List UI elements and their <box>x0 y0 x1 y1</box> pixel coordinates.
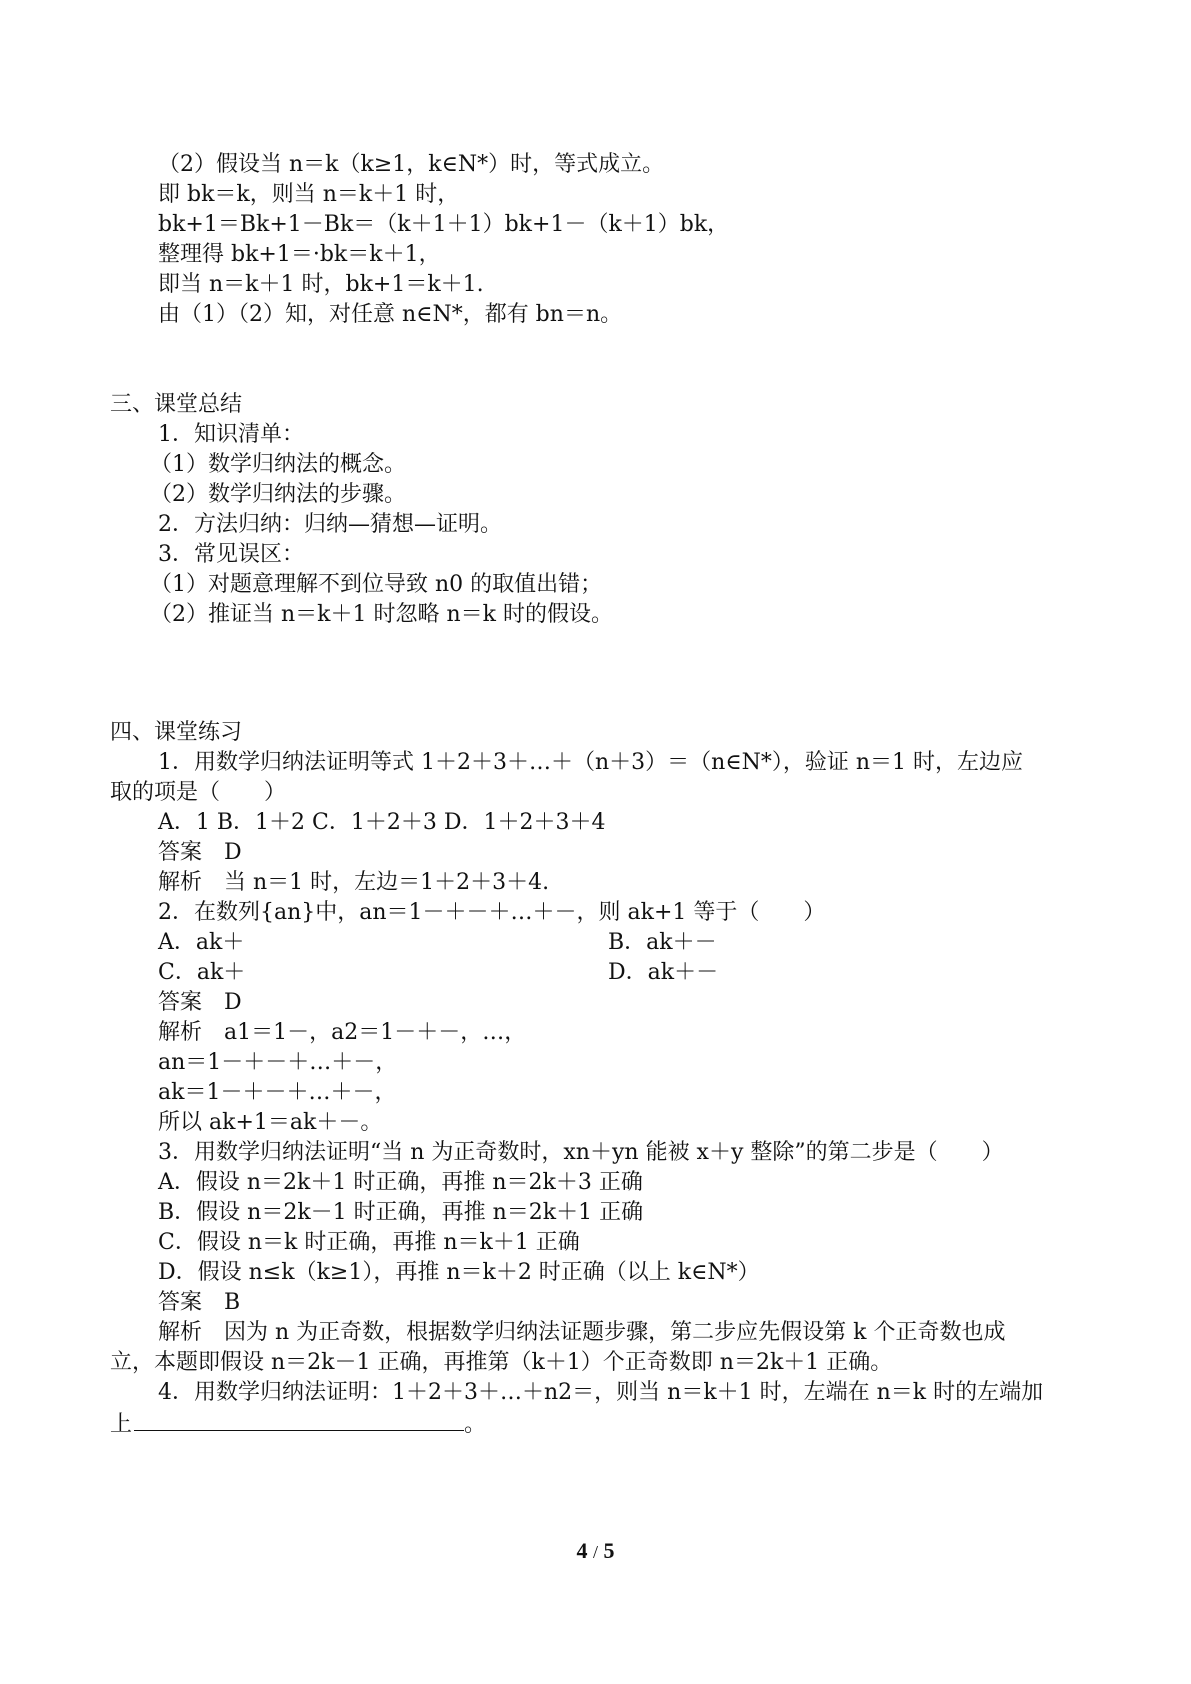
question-2-explanation-3: ak＝1－＋－＋…＋－， <box>158 1080 397 1105</box>
question-4-line-2 <box>110 1408 486 1440</box>
proof-line-3: bk+1＝Bk+1－Bk＝（k＋1＋1）bk+1－（k＋1）bk， <box>158 212 730 237</box>
question-3-option-c: C．假设 n＝k 时正确，再推 n＝k＋1 正确 <box>158 1230 580 1255</box>
question-2-options-row-1 <box>158 928 858 958</box>
proof-line-2: 即 bk＝k，则当 n＝k＋1 时， <box>158 182 460 207</box>
question-2: 2．在数列{an}中，an＝1－＋－＋…＋－，则 ak+1 等于（ ） <box>158 900 826 925</box>
option-c: C．ak＋ <box>158 960 246 985</box>
question-1-explanation: 解析 当 n＝1 时，左边＝1＋2＋3＋4. <box>158 870 550 895</box>
summary-line-3: （2）数学归纳法的步骤。 <box>150 482 406 507</box>
option-d: D．ak＋－ <box>608 960 719 985</box>
summary-heading: 三、课堂总结 <box>110 392 243 417</box>
practice-heading: 四、课堂练习 <box>110 720 243 745</box>
question-1-answer: 答案 D <box>158 840 242 865</box>
question-2-answer: 答案 D <box>158 990 242 1015</box>
option-a: A．ak＋ <box>158 930 245 955</box>
total-pages: 5 <box>603 1538 615 1563</box>
proof-line-6: 由（1）（2）知，对任意 n∈N*，都有 bn＝n。 <box>158 302 623 327</box>
question-3-option-d: D．假设 n≤k（k≥1），再推 n＝k＋2 时正确（以上 k∈N*） <box>158 1260 760 1285</box>
question-3-explanation-1: 解析 因为 n 为正奇数，根据数学归纳法证题步骤，第二步应先假设第 k 个正奇数也成 <box>158 1320 1006 1345</box>
current-page: 4 <box>576 1538 588 1563</box>
proof-line-5: 即当 n＝k＋1 时，bk+1＝k＋1. <box>158 272 484 297</box>
question-3: 3．用数学归纳法证明“当 n 为正奇数时，xn＋yn 能被 x＋y 整除”的第二步是（ ） <box>158 1140 1004 1165</box>
question-3-option-b: B．假设 n＝2k－1 时正确，再推 n＝2k＋1 正确 <box>158 1200 644 1225</box>
question-4-suffix: 。 <box>464 1412 487 1437</box>
option-b: B．ak＋－ <box>608 930 717 955</box>
question-2-options-row-2 <box>158 958 858 988</box>
question-2-explanation-1: 解析 a1＝1－，a2＝1－＋－，…， <box>158 1020 527 1045</box>
question-3-explanation-2: 立，本题即假设 n＝2k－1 正确，再推第（k＋1）个正奇数即 n＝2k＋1 正确。 <box>110 1350 893 1375</box>
question-4-prefix: 上 <box>110 1412 133 1437</box>
answer-blank[interactable] <box>134 1408 464 1431</box>
summary-line-2: （1）数学归纳法的概念。 <box>150 452 406 477</box>
question-1-line-1: 1．用数学归纳法证明等式 1＋2＋3＋…＋（n＋3）＝（n∈N*），验证 n＝1 时，左边应 <box>158 750 1024 775</box>
page-number <box>0 1538 1191 1564</box>
summary-line-5: 3．常见误区： <box>158 542 304 567</box>
page-separator: / <box>592 1542 598 1562</box>
question-2-explanation-4: 所以 ak+1＝ak＋－。 <box>158 1110 383 1135</box>
question-3-answer: 答案 B <box>158 1290 241 1315</box>
summary-line-7: （2）推证当 n＝k＋1 时忽略 n＝k 时的假设。 <box>150 602 613 627</box>
proof-line-4: 整理得 bk+1＝·bk＝k＋1， <box>158 242 441 267</box>
question-3-option-a: A．假设 n＝2k＋1 时正确，再推 n＝2k＋3 正确 <box>158 1170 643 1195</box>
question-1-line-2: 取的项是（ ） <box>110 780 287 805</box>
question-2-explanation-2: an＝1－＋－＋…＋－， <box>158 1050 398 1075</box>
summary-line-6: （1）对题意理解不到位导致 n0 的取值出错； <box>150 572 603 597</box>
summary-line-1: 1．知识清单： <box>158 422 304 447</box>
summary-line-4: 2．方法归纳：归纳—猜想—证明。 <box>158 512 502 537</box>
question-4-line-1: 4．用数学归纳法证明：1＋2＋3＋…＋n2＝，则当 n＝k＋1 时，左端在 n＝k 时的左端加 <box>158 1380 1044 1405</box>
proof-line-1: （2）假设当 n＝k（k≥1，k∈N*）时，等式成立。 <box>158 152 665 177</box>
question-1-options: A．1 B．1＋2 C．1＋2＋3 D．1＋2＋3＋4 <box>158 810 606 835</box>
